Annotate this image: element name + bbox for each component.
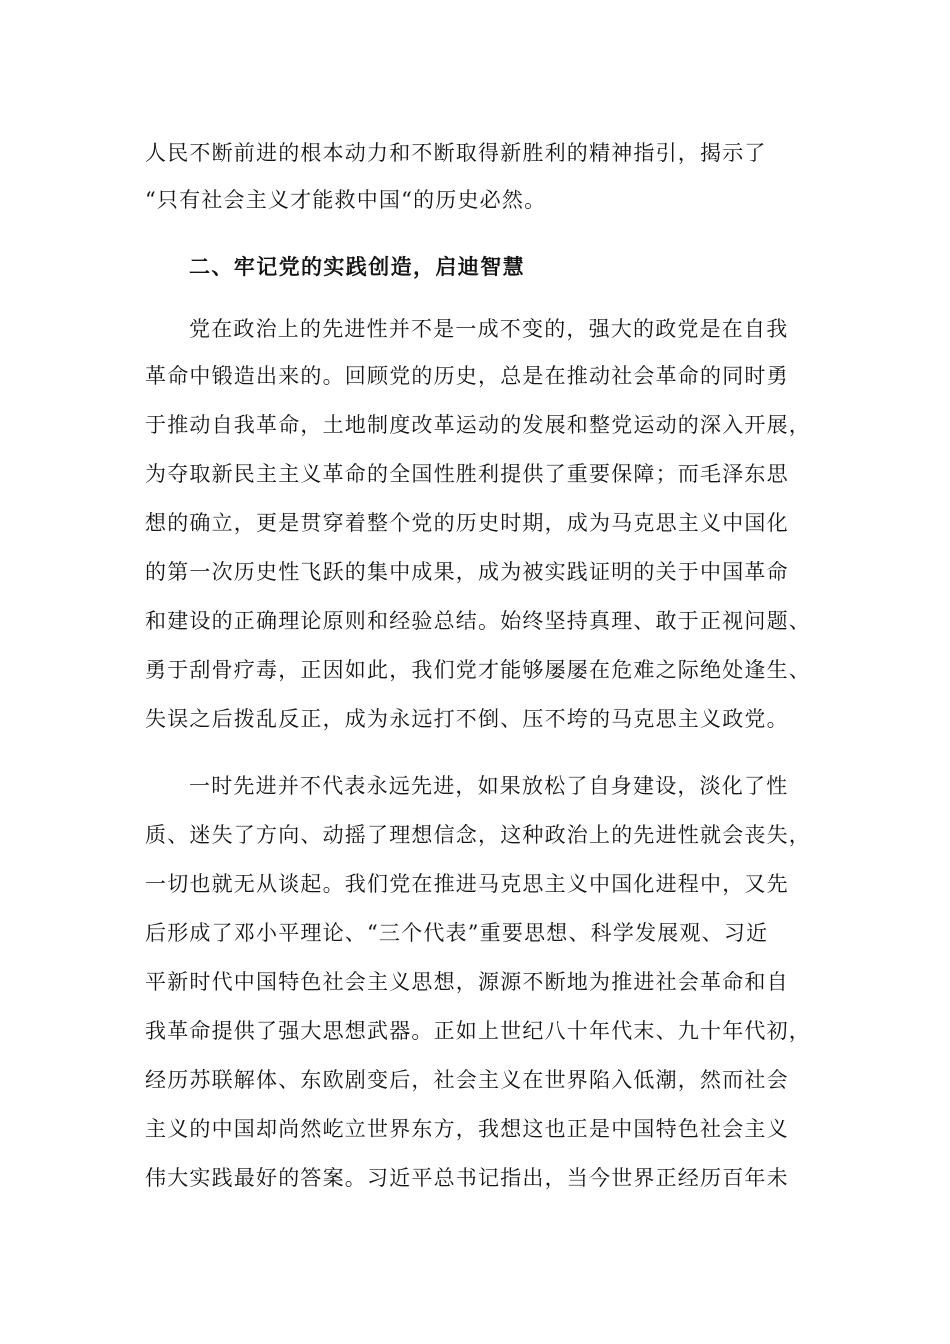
- text-line: 为夺取新民主主义革命的全国性胜利提供了重要保障；而毛泽东思: [145, 462, 789, 486]
- text-line: 革命中锻造出来的。回顾党的历史，总是在推动社会革命的同时勇: [145, 364, 789, 388]
- text-line: 想的确立，更是贯穿着整个党的历史时期，成为马克思主义中国化: [145, 511, 789, 535]
- text-line: 我革命提供了强大思想武器。正如上世纪八十年代末、九十年代初，: [145, 1019, 811, 1043]
- paragraph-first-line: 一时先进并不代表永远先进，如果放松了自身建设，淡化了性: [189, 774, 789, 798]
- text-line: 的第一次历史性飞跃的集中成果，成为被实践证明的关于中国革命: [145, 560, 789, 584]
- text-line: 平新时代中国特色社会主义思想，源源不断地为推进社会革命和自: [145, 970, 789, 994]
- text-line: 主义的中国却尚然屹立世界东方，我想这也正是中国特色社会主义: [145, 1117, 789, 1141]
- text-line: 伟大实践最好的答案。习近平总书记指出，当今世界正经历百年未: [145, 1166, 789, 1190]
- text-line: 经历苏联解体、东欧剧变后，社会主义在世界陷入低潮，然而社会: [145, 1068, 789, 1092]
- text-line: 质、迷失了方向、动摇了理想信念，这种政治上的先进性就会丧失，: [145, 823, 811, 847]
- text-line: 后形成了邓小平理论、“三个代表”重要思想、科学发展观、习近: [145, 921, 769, 945]
- text-line: 勇于刮骨疗毒，正因如此，我们党才能够屡屡在危难之际绝处逢生、: [145, 658, 811, 682]
- text-line: “只有社会主义才能救中国“的历史必然。: [145, 188, 547, 212]
- section-heading: 二、牢记党的实践创造，启迪智慧: [189, 254, 525, 279]
- text-line: 于推动自我革命，土地制度改革运动的发展和整党运动的深入开展，: [145, 413, 811, 437]
- text-line: 人民不断前进的根本动力和不断取得新胜利的精神指引，揭示了: [145, 141, 767, 165]
- text-line: 一切也就无从谈起。我们党在推进马克思主义中国化进程中，又先: [145, 872, 789, 896]
- paragraph-first-line: 党在政治上的先进性并不是一成不变的，强大的政党是在自我: [189, 317, 789, 341]
- text-line: 失误之后拨乱反正，成为永远打不倒、压不垮的马克思主义政党。: [145, 707, 789, 731]
- text-line: 和建设的正确理论原则和经验总结。始终坚持真理、敢于正视问题、: [145, 609, 811, 633]
